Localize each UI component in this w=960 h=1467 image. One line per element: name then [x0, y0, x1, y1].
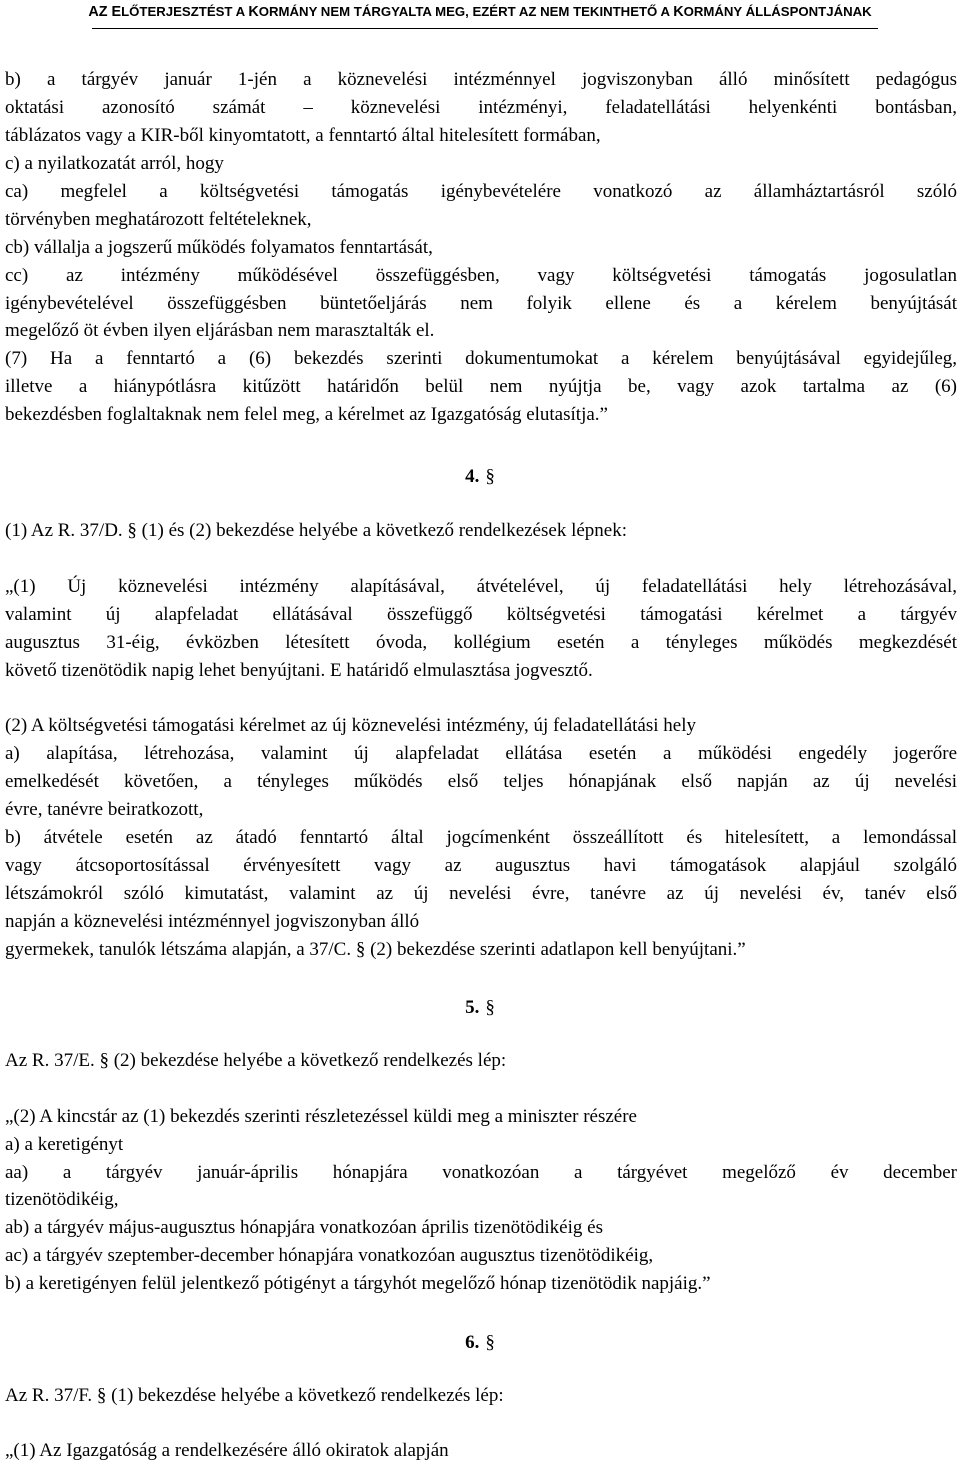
paragraph-line: b) a keretigényen felül jelentkező pótigényt a tárgyhót megelőző hónap tizenötödik napjáig.” [5, 1273, 711, 1294]
paragraph-line: bekezdésben foglaltaknak nem felel meg, a kérelmet az Igazgatóság elutasítja.” [5, 404, 608, 425]
paragraph-line: vagy átcsoportosítással érvényesített vagy az augusztus havi támogatások alapjául szolgáló [5, 855, 957, 876]
paragraph-line: ca) megfelel a költségvetési támogatás igénybevételére vonatkozó az államháztartásról szóló [5, 181, 957, 202]
section-heading [0, 995, 960, 1021]
paragraph-line: b) a tárgyév január 1-jén a köznevelési intézménnyel jogviszonyban álló minősített pedagógus [5, 69, 957, 90]
header-text: AZ [88, 4, 112, 20]
paragraph-line: napján a köznevelési intézménnyel jogviszonyban álló [5, 911, 420, 932]
header-divider [92, 28, 878, 29]
paragraph-line: ab) a tárgyév május-augusztus hónapjára vonatkozóan április tizenötödikéig és [5, 1217, 603, 1238]
paragraph-line: (1) Az R. 37/D. § (1) és (2) bekezdése helyébe a következő rendelkezések lépnek: [5, 520, 627, 541]
paragraph-line: cc) az intézmény működésével összefüggésben, vagy költségvetési támogatás jogosulatlan [5, 265, 957, 286]
header-text: K [248, 4, 259, 20]
page-header-disclaimer [0, 4, 960, 20]
paragraph-line: a) a keretigényt [5, 1134, 124, 1155]
paragraph-line: illetve a hiánypótlásra kitűzött határidőn belül nem nyújtja be, vagy azok tartalma az (6) [5, 376, 957, 397]
paragraph-line: Az R. 37/F. § (1) bekezdése helyébe a következő rendelkezés lép: [5, 1385, 504, 1406]
section-number: 6. [465, 1332, 480, 1353]
paragraph-line: követő tizenötödik napig lehet benyújtani. E határidő elmulasztása jogvesztő. [5, 660, 593, 681]
paragraph-line: igénybevételével összefüggésben büntetőeljárás nem folyik ellene és a kérelem benyújtását [5, 293, 957, 314]
paragraph-line: oktatási azonosító számát – köznevelési intézményi, feladatellátási helyenkénti bontásban, [5, 97, 957, 118]
paragraph-line: augusztus 31-éig, évközben létesített óvoda, kollégium esetén a tényleges működés megkezdését [5, 632, 957, 653]
paragraph-line: „(1) Új köznevelési intézmény alapításával, átvételével, új feladatellátási hely létrehozásával, [5, 576, 957, 597]
header-text: ORMÁNY ÁLLÁSPONTJÁNAK [683, 4, 872, 19]
paragraph-line: aa) a tárgyév január-április hónapjára vonatkozóan a tárgyévet megelőző év december [5, 1162, 957, 1183]
paragraph-line: „(1) Az Igazgatóság a rendelkezésére álló okiratok alapján [5, 1440, 449, 1461]
paragraph-line: táblázatos vagy a KIR-ből kinyomtatott, a fenntartó által hitelesített formában, [5, 125, 601, 146]
paragraph-line: gyermekek, tanulók létszáma alapján, a 37/C. § (2) bekezdése szerinti adatlapon kell benyújtani.” [5, 939, 746, 960]
section-number: 5. [465, 997, 480, 1018]
paragraph-line: cb) vállalja a jogszerű működés folyamatos fenntartását, [5, 237, 433, 258]
section-heading [0, 1330, 960, 1356]
section-heading [0, 464, 960, 490]
header-text: LŐTERJESZTÉST A [121, 4, 249, 19]
section-number: 4. [465, 466, 480, 487]
paragraph-line: Az R. 37/E. § (2) bekezdése helyébe a következő rendelkezés lép: [5, 1050, 507, 1071]
paragraph-line: „(2) A kincstár az (1) bekezdés szerinti részletezéssel küldi meg a miniszter részére [5, 1106, 637, 1127]
paragraph-line: (2) A költségvetési támogatási kérelmet az új köznevelési intézmény, új feladatellátási hely [5, 715, 696, 736]
paragraph-line: megelőző öt évben ilyen eljárásban nem marasztalták el. [5, 320, 435, 341]
paragraph-line: (7) Ha a fenntartó a (6) bekezdés szerinti dokumentumokat a kérelem benyújtásával egyidejűleg, [5, 348, 957, 369]
paragraph-line: emelkedését követően, a tényleges működés első teljes hónapjának első napján az új nevelési [5, 771, 957, 792]
paragraph-line: b) átvétele esetén az átadó fenntartó által jogcímenként összeállított és hitelesített, a lemondással [5, 827, 957, 848]
paragraph-line: valamint új alapfeladat ellátásával összefüggő költségvetési támogatási kérelmet a tárgyév [5, 604, 957, 625]
section-sign: § [485, 1332, 495, 1353]
paragraph-line: létszámokról szóló kimutatást, valamint az új nevelési évre, tanévre az új nevelési év, tanév első [5, 883, 957, 904]
header-text: K [673, 4, 684, 20]
paragraph-line: törvényben meghatározott feltételeknek, [5, 209, 312, 230]
section-sign: § [485, 997, 495, 1018]
header-text: E [111, 4, 122, 20]
paragraph-line: tizenötödikéig, [5, 1189, 119, 1210]
paragraph-line: a) alapítása, létrehozása, valamint új alapfeladat ellátása esetén a működési engedély jogerőre [5, 743, 957, 764]
paragraph-line: c) a nyilatkozatát arról, hogy [5, 153, 224, 174]
paragraph-line: ac) a tárgyév szeptember-december hónapjára vonatkozóan augusztus tizenötödikéig, [5, 1245, 654, 1266]
paragraph-line: évre, tanévre beiratkozott, [5, 799, 204, 820]
header-text: ORMÁNY NEM TÁRGYALTA MEG, EZÉRT AZ NEM TEKINTHETŐ A [258, 4, 674, 19]
section-sign: § [485, 466, 495, 487]
